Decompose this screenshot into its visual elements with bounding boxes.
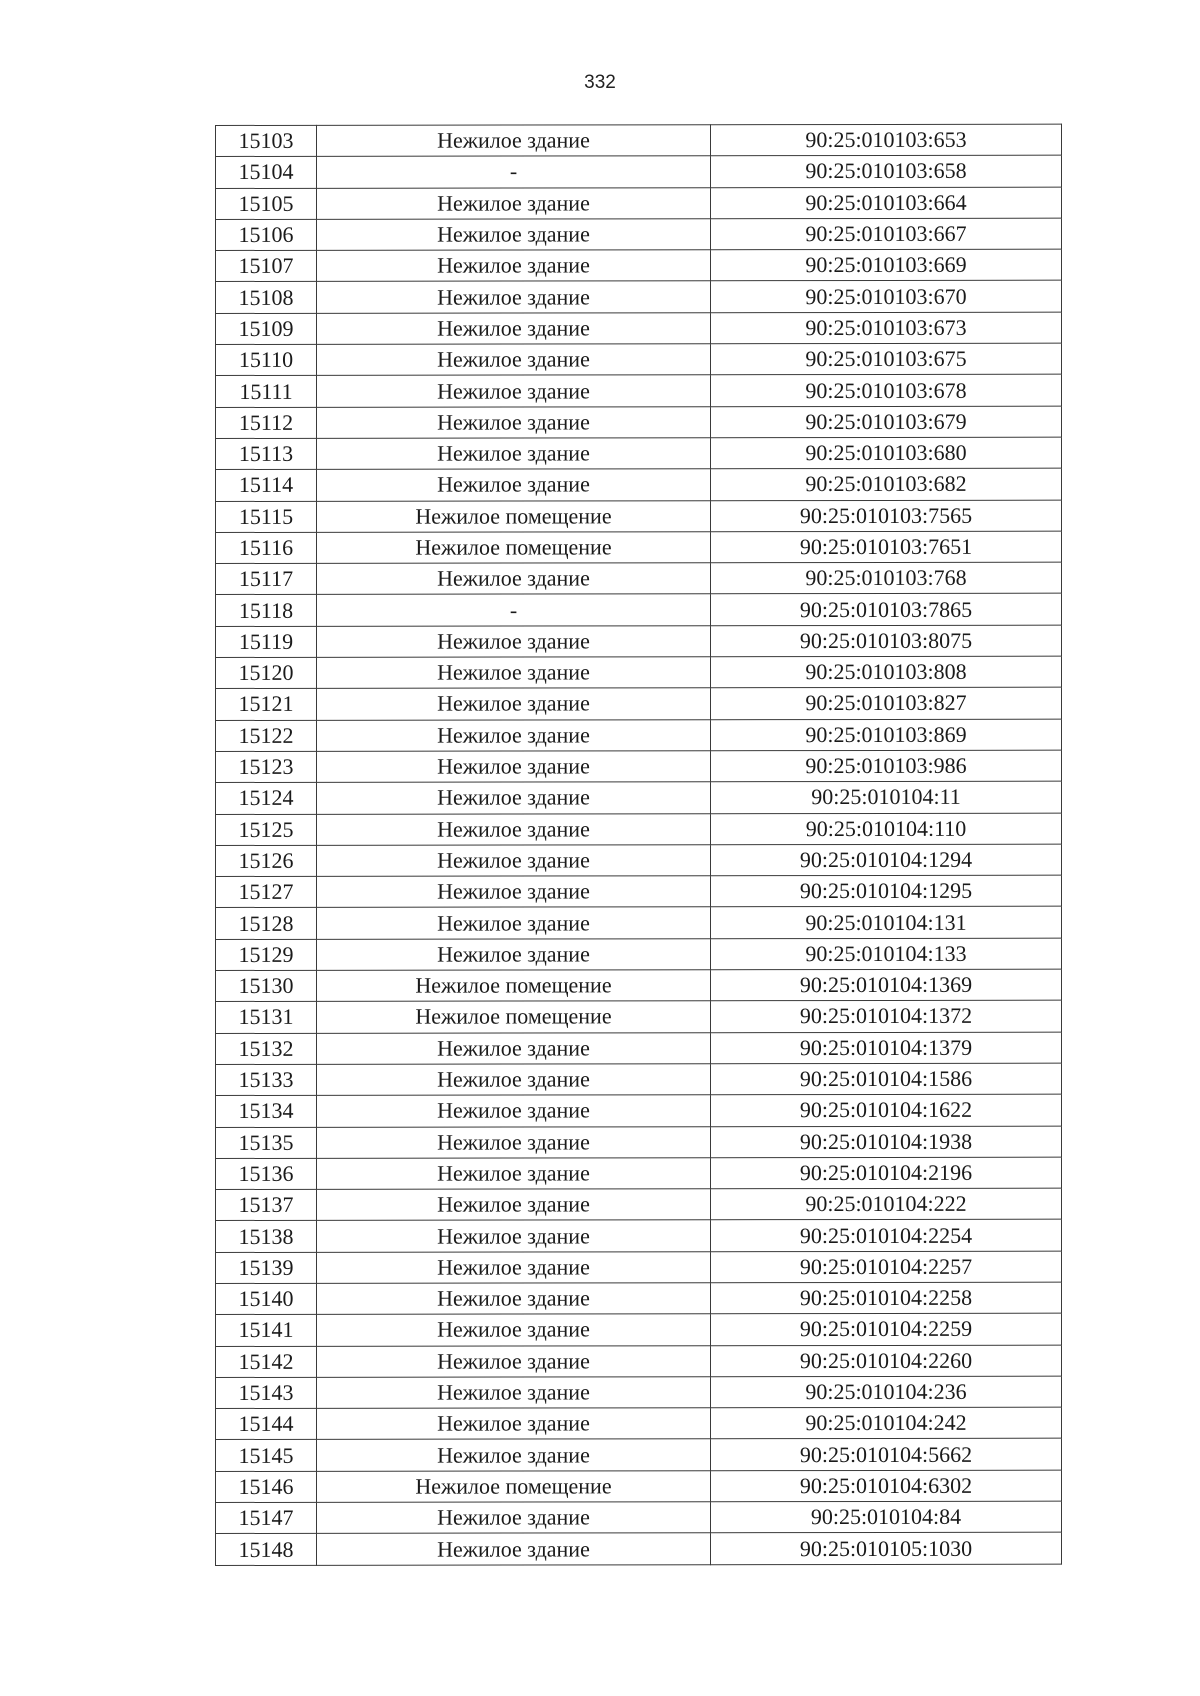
object-type-cell: Нежилое здание (317, 375, 711, 407)
row-number-cell: 15142 (216, 1346, 317, 1377)
row-number-cell: 15125 (216, 814, 317, 845)
object-type-cell: Нежилое здание (317, 187, 711, 219)
table-row (216, 688, 1062, 721)
object-type-cell: Нежилое здание (317, 1126, 711, 1158)
cadastral-number-cell: 90:25:010104:1622 (711, 1094, 1062, 1126)
table-row (216, 375, 1062, 408)
row-number-cell: 15123 (216, 751, 317, 782)
table-row (216, 249, 1062, 282)
object-type-cell: Нежилое здание (317, 625, 711, 657)
cadastral-number-cell: 90:25:010104:236 (711, 1376, 1062, 1408)
table-row (216, 218, 1062, 251)
table-row (216, 1000, 1062, 1033)
property-table-container (215, 124, 1061, 1566)
object-type-cell: Нежилое здание (317, 344, 711, 376)
row-number-cell: 15103 (216, 125, 317, 156)
row-number-cell: 15148 (216, 1534, 317, 1565)
cadastral-number-cell: 90:25:010103:664 (711, 187, 1062, 219)
table-row (216, 719, 1062, 752)
row-number-cell: 15124 (216, 783, 317, 814)
table-row (216, 1126, 1062, 1159)
table-row (216, 1063, 1062, 1096)
table-row (216, 1345, 1062, 1378)
row-number-cell: 15147 (216, 1502, 317, 1533)
row-number-cell: 15144 (216, 1409, 317, 1440)
table-row (216, 1501, 1062, 1534)
row-number-cell: 15143 (216, 1377, 317, 1408)
object-type-cell: Нежилое здание (317, 469, 711, 501)
cadastral-number-cell: 90:25:010104:2258 (711, 1282, 1062, 1314)
row-number-cell: 15112 (216, 407, 317, 438)
row-number-cell: 15116 (216, 532, 317, 563)
cadastral-number-cell: 90:25:010103:667 (711, 218, 1062, 250)
cadastral-number-cell: 90:25:010103:658 (711, 155, 1062, 187)
object-type-cell: Нежилое здание (317, 563, 711, 595)
object-type-cell: Нежилое здание (317, 438, 711, 470)
table-row (216, 1282, 1062, 1315)
object-type-cell: Нежилое здание (317, 1314, 711, 1346)
cadastral-number-cell: 90:25:010103:7865 (711, 594, 1062, 626)
table-row (216, 750, 1062, 783)
table-row (216, 938, 1062, 971)
cadastral-number-cell: 90:25:010104:6302 (711, 1470, 1062, 1502)
object-type-cell: Нежилое здание (317, 1502, 711, 1534)
object-type-cell: Нежилое здание (317, 719, 711, 751)
cadastral-number-cell: 90:25:010103:7651 (711, 531, 1062, 563)
row-number-cell: 15121 (216, 689, 317, 720)
cadastral-number-cell: 90:25:010104:1295 (711, 875, 1062, 907)
cadastral-number-cell: 90:25:010104:131 (711, 907, 1062, 939)
cadastral-number-cell: 90:25:010104:133 (711, 938, 1062, 970)
table-row (216, 875, 1062, 908)
object-type-cell: Нежилое здание (317, 938, 711, 970)
object-type-cell: Нежилое здание (317, 1220, 711, 1252)
row-number-cell: 15115 (216, 501, 317, 532)
cadastral-number-cell: 90:25:010103:669 (711, 249, 1062, 281)
cadastral-number-cell: 90:25:010103:675 (711, 343, 1062, 375)
table-row (216, 1094, 1062, 1127)
table-row (216, 500, 1062, 533)
table-row (216, 1188, 1062, 1221)
object-type-cell: Нежилое здание (317, 1345, 711, 1377)
object-type-cell: Нежилое здание (317, 1408, 711, 1440)
cadastral-number-cell: 90:25:010103:808 (711, 656, 1062, 688)
row-number-cell: 15110 (216, 344, 317, 375)
row-number-cell: 15126 (216, 845, 317, 876)
cadastral-number-cell: 90:25:010104:1586 (711, 1063, 1062, 1095)
cadastral-number-cell: 90:25:010104:2260 (711, 1345, 1062, 1377)
cadastral-number-cell: 90:25:010104:2254 (711, 1220, 1062, 1252)
row-number-cell: 15111 (216, 376, 317, 407)
object-type-cell: Нежилое здание (317, 219, 711, 251)
cadastral-number-cell: 90:25:010104:2196 (711, 1157, 1062, 1189)
object-type-cell: Нежилое здание (317, 688, 711, 720)
object-type-cell: Нежилое здание (317, 876, 711, 908)
object-type-cell: Нежилое здание (317, 813, 711, 845)
object-type-cell: Нежилое здание (317, 1064, 711, 1096)
row-number-cell: 15106 (216, 219, 317, 250)
table-row (216, 1251, 1062, 1284)
row-number-cell: 15119 (216, 626, 317, 657)
table-row (216, 844, 1062, 877)
object-type-cell: - (317, 156, 711, 188)
cadastral-number-cell: 90:25:010104:11 (711, 781, 1062, 813)
table-row (216, 1470, 1062, 1503)
table-row (216, 124, 1062, 157)
table-row (216, 187, 1062, 220)
object-type-cell: Нежилое здание (317, 250, 711, 282)
cadastral-number-cell: 90:25:010104:242 (711, 1407, 1062, 1439)
cadastral-number-cell: 90:25:010103:680 (711, 437, 1062, 469)
row-number-cell: 15104 (216, 157, 317, 188)
table-row (216, 1533, 1062, 1566)
row-number-cell: 15131 (216, 1002, 317, 1033)
table-row (216, 625, 1062, 658)
table-row (216, 468, 1062, 501)
property-table (215, 124, 1062, 1566)
row-number-cell: 15133 (216, 1064, 317, 1095)
object-type-cell: Нежилое помещение (317, 1001, 711, 1033)
cadastral-number-cell: 90:25:010103:673 (711, 312, 1062, 344)
table-row (216, 969, 1062, 1002)
cadastral-number-cell: 90:25:010104:1369 (711, 969, 1062, 1001)
row-number-cell: 15129 (216, 939, 317, 970)
table-row (216, 1439, 1062, 1472)
row-number-cell: 15136 (216, 1158, 317, 1189)
table-row (216, 813, 1062, 846)
object-type-cell: Нежилое здание (317, 406, 711, 438)
object-type-cell: Нежилое здание (317, 281, 711, 313)
table-row (216, 406, 1062, 439)
table-row (216, 1313, 1062, 1346)
object-type-cell: Нежилое помещение (317, 970, 711, 1002)
row-number-cell: 15141 (216, 1315, 317, 1346)
object-type-cell: Нежилое здание (317, 1251, 711, 1283)
row-number-cell: 15105 (216, 188, 317, 219)
row-number-cell: 15146 (216, 1471, 317, 1502)
cadastral-number-cell: 90:25:010103:679 (711, 406, 1062, 438)
cadastral-number-cell: 90:25:010103:682 (711, 468, 1062, 500)
row-number-cell: 15108 (216, 282, 317, 313)
row-number-cell: 15137 (216, 1189, 317, 1220)
cadastral-number-cell: 90:25:010103:827 (711, 688, 1062, 720)
row-number-cell: 15113 (216, 438, 317, 469)
table-row (216, 155, 1062, 188)
cadastral-number-cell: 90:25:010103:869 (711, 719, 1062, 751)
cadastral-number-cell: 90:25:010103:670 (711, 281, 1062, 313)
table-row (216, 781, 1062, 814)
cadastral-number-cell: 90:25:010103:768 (711, 562, 1062, 594)
cadastral-number-cell: 90:25:010104:1379 (711, 1032, 1062, 1064)
object-type-cell: Нежилое здание (317, 1533, 711, 1565)
object-type-cell: Нежилое здание (317, 1189, 711, 1221)
cadastral-number-cell: 90:25:010103:678 (711, 375, 1062, 407)
table-row (216, 907, 1062, 940)
row-number-cell: 15145 (216, 1440, 317, 1471)
object-type-cell: Нежилое здание (317, 657, 711, 689)
cadastral-number-cell: 90:25:010104:2257 (711, 1251, 1062, 1283)
object-type-cell: Нежилое помещение (317, 1470, 711, 1502)
row-number-cell: 15135 (216, 1127, 317, 1158)
table-row (216, 656, 1062, 689)
table-row (216, 1220, 1062, 1253)
object-type-cell: Нежилое здание (317, 313, 711, 345)
row-number-cell: 15114 (216, 470, 317, 501)
row-number-cell: 15122 (216, 720, 317, 751)
object-type-cell: Нежилое здание (317, 1032, 711, 1064)
cadastral-number-cell: 90:25:010103:8075 (711, 625, 1062, 657)
table-row (216, 531, 1062, 564)
row-number-cell: 15128 (216, 908, 317, 939)
cadastral-number-cell: 90:25:010104:1372 (711, 1000, 1062, 1032)
object-type-cell: Нежилое здание (317, 907, 711, 939)
cadastral-number-cell: 90:25:010104:1294 (711, 844, 1062, 876)
object-type-cell: Нежилое здание (317, 1158, 711, 1190)
table-row (216, 343, 1062, 376)
table-row (216, 1376, 1062, 1409)
object-type-cell: Нежилое здание (317, 1283, 711, 1315)
page-number: 332 (584, 72, 616, 93)
cadastral-number-cell: 90:25:010104:84 (711, 1501, 1062, 1533)
table-row (216, 312, 1062, 345)
object-type-cell: Нежилое здание (317, 1095, 711, 1127)
cadastral-number-cell: 90:25:010104:110 (711, 813, 1062, 845)
row-number-cell: 15138 (216, 1221, 317, 1252)
table-row (216, 1407, 1062, 1440)
cadastral-number-cell: 90:25:010103:653 (711, 124, 1062, 156)
row-number-cell: 15107 (216, 251, 317, 282)
object-type-cell: Нежилое помещение (317, 532, 711, 564)
row-number-cell: 15140 (216, 1283, 317, 1314)
object-type-cell: Нежилое здание (317, 1439, 711, 1471)
row-number-cell: 15139 (216, 1252, 317, 1283)
object-type-cell: Нежилое помещение (317, 500, 711, 532)
cadastral-number-cell: 90:25:010103:7565 (711, 500, 1062, 532)
row-number-cell: 15127 (216, 876, 317, 907)
row-number-cell: 15134 (216, 1096, 317, 1127)
object-type-cell: Нежилое здание (317, 125, 711, 157)
table-row (216, 562, 1062, 595)
property-table-body (216, 124, 1062, 1565)
cadastral-number-cell: 90:25:010105:1030 (711, 1533, 1062, 1565)
row-number-cell: 15120 (216, 657, 317, 688)
object-type-cell: Нежилое здание (317, 782, 711, 814)
row-number-cell: 15109 (216, 313, 317, 344)
cadastral-number-cell: 90:25:010104:1938 (711, 1126, 1062, 1158)
cadastral-number-cell: 90:25:010104:2259 (711, 1313, 1062, 1345)
object-type-cell: Нежилое здание (317, 845, 711, 877)
row-number-cell: 15118 (216, 595, 317, 626)
object-type-cell: - (317, 594, 711, 626)
table-row (216, 1157, 1062, 1190)
row-number-cell: 15130 (216, 970, 317, 1001)
table-row (216, 594, 1062, 627)
cadastral-number-cell: 90:25:010104:222 (711, 1188, 1062, 1220)
cadastral-number-cell: 90:25:010103:986 (711, 750, 1062, 782)
object-type-cell: Нежилое здание (317, 1377, 711, 1409)
row-number-cell: 15132 (216, 1033, 317, 1064)
table-row (216, 281, 1062, 314)
table-row (216, 437, 1062, 470)
row-number-cell: 15117 (216, 563, 317, 594)
cadastral-number-cell: 90:25:010104:5662 (711, 1439, 1062, 1471)
table-row (216, 1032, 1062, 1065)
object-type-cell: Нежилое здание (317, 751, 711, 783)
